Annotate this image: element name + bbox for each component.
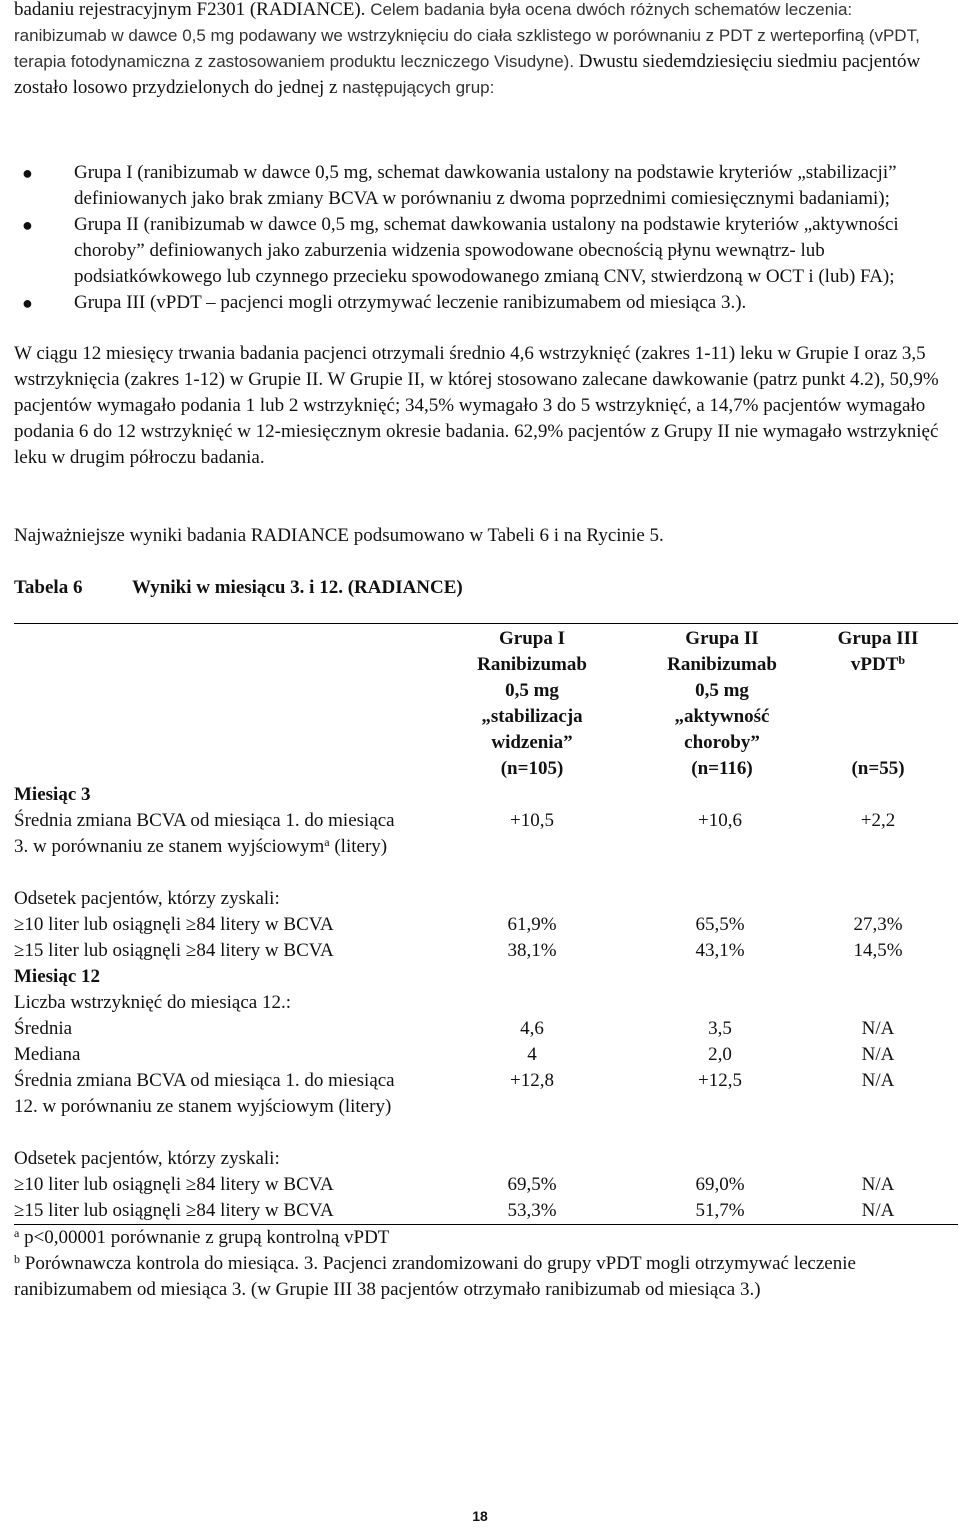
m12-r10-label: ≥10 liter lub osiągnęli ≥84 litery w BCVA bbox=[14, 1174, 334, 1195]
col2-line1: Grupa II bbox=[685, 628, 759, 649]
m12-change-label: Średnia zmiana BCVA od miesiąca 1. do miesiąca 12. w porównaniu ze stanem wyjściowym (litery) bbox=[14, 1070, 395, 1117]
month-3-heading: Miesiąc 3 bbox=[14, 784, 91, 805]
m12-r15-g3: N/A bbox=[861, 1200, 895, 1221]
footnote-b-text: Porównawcza kontrola do miesiąca. 3. Pacjenci zrandomizowani do grupy vPDT mogli otrzymywać leczenie ranibizumabem od miesiąca 3. (w Grupie III 38 pacjentów otrzymało ranibizumab od miesiąca 3.) bbox=[14, 1253, 856, 1300]
page-number: 18 bbox=[472, 1508, 488, 1524]
intro-serif-start: badaniu rejestracyjnym F2301 (RADIANCE). bbox=[14, 0, 371, 20]
m3-r15-g1: 38,1% bbox=[507, 940, 557, 961]
conclusion-paragraph: Najważniejsze wyniki badania RADIANCE podsumowano w Tabeli 6 i na Rycinie 5. bbox=[14, 525, 664, 546]
table-top-rule bbox=[14, 623, 958, 624]
m3-r15-g2: 43,1% bbox=[695, 940, 745, 961]
col1-line1: Grupa I bbox=[499, 628, 565, 649]
column-header-group-1 bbox=[452, 626, 612, 756]
col1-line3: 0,5 mg bbox=[505, 680, 559, 701]
m12-change-g2: +12,5 bbox=[698, 1070, 742, 1091]
list-item bbox=[14, 290, 944, 316]
mean-g2: 3,5 bbox=[708, 1018, 732, 1039]
m3-r10-g3: 27,3% bbox=[853, 914, 903, 935]
intro-paragraph bbox=[14, 0, 944, 101]
col2-line4: „aktywność bbox=[674, 706, 770, 727]
m3-r15-label: ≥15 liter lub osiągnęli ≥84 litery w BCVA bbox=[14, 940, 334, 961]
footnote-a-text: p<0,00001 porównanie z grupą kontrolną vPDT bbox=[19, 1227, 390, 1248]
col2-line3: 0,5 mg bbox=[695, 680, 749, 701]
col3-line1: Grupa III bbox=[837, 628, 919, 649]
bullet-icon: ● bbox=[22, 163, 33, 183]
group-1-text: Grupa I (ranibizumab w dawce 0,5 mg, schemat dawkowania ustalony na podstawie kryteriów „stabilizacji” definiowanych jako brak zmiany BCVA w porównaniu z dwoma poprzednimi comiesięcznymi badaniami); bbox=[74, 162, 897, 209]
m12-r15-g2: 51,7% bbox=[695, 1200, 745, 1221]
footnote-a-mark: a bbox=[14, 1226, 20, 1240]
median-g1: 4 bbox=[527, 1044, 537, 1065]
m3-change-g3: +2,2 bbox=[860, 810, 896, 831]
table-caption bbox=[14, 575, 463, 601]
m12-r15-g1: 53,3% bbox=[507, 1200, 557, 1221]
col3-sup: b bbox=[898, 653, 906, 667]
footnote-b bbox=[14, 1251, 944, 1303]
col3-line2 bbox=[808, 652, 948, 678]
group-list bbox=[14, 160, 944, 316]
summary-paragraph: W ciągu 12 miesięcy trwania badania pacjenci otrzymali średnio 4,6 wstrzyknięć (zakres 1-11) leku w Grupie I oraz 3,5 wstrzyknięcia (zakres 1-12) w Grupie II. W Grupie II, w której stosowano zalecane dawkowanie (patrz punkt 4.2), 50,9% pacjentów wymagało podania 1 lub 2 wstrzyknięć; 34,5% wymagało 3 do 5 wstrzyknięć, a 14,7% pacjentów wymagało podania 6 do 12 wstrzyknięć w 12-miesięcznym okresie badania. 62,9% pacjentów z Grupy II nie wymagało wstrzyknięć leku w drugim półroczu badania. bbox=[14, 343, 939, 468]
m12-r10-g1: 69,5% bbox=[507, 1174, 557, 1195]
m3-r10-label: ≥10 liter lub osiągnęli ≥84 litery w BCVA bbox=[14, 914, 334, 935]
median-g3: N/A bbox=[861, 1044, 895, 1065]
m3-r10-g1: 61,9% bbox=[507, 914, 557, 935]
bullet-icon: ● bbox=[22, 293, 33, 313]
col1-line5: widzenia” bbox=[491, 732, 573, 753]
m12-pct-label: Odsetek pacjentów, którzy zyskali: bbox=[14, 1148, 280, 1169]
list-item bbox=[14, 212, 944, 290]
m3-change-g2: +10,6 bbox=[698, 810, 742, 831]
table-footnotes bbox=[14, 1225, 944, 1303]
group-2-text: Grupa II (ranibizumab w dawce 0,5 mg, schemat dawkowania ustalony na podstawie kryteriów „aktywności choroby” definiowanych jako zaburzenia widzenia spowodowane obecnością płynu wewnątrz- lub podsiatkówkowego lub czynnego przecieku spowodowanego zmianą CNV, stwierdzoną w OCT i (lub) FA); bbox=[74, 214, 899, 287]
m3-change-sup: a bbox=[324, 835, 330, 849]
m3-change-text: Średnia zmiana BCVA od miesiąca 1. do miesiąca 3. w porównaniu ze stanem wyjściowym bbox=[14, 810, 395, 857]
injections-label: Liczba wstrzyknięć do miesiąca 12.: bbox=[14, 992, 291, 1013]
bullet-icon: ● bbox=[22, 215, 33, 235]
col1-line2: Ranibizumab bbox=[477, 654, 587, 675]
footnote-a bbox=[14, 1225, 944, 1251]
col2-line5: choroby” bbox=[684, 732, 760, 753]
n-group-2: (n=116) bbox=[691, 758, 753, 779]
col1-line4: „stabilizacja bbox=[481, 706, 583, 727]
m3-change-g1: +10,5 bbox=[510, 810, 554, 831]
m12-change-g1: +12,8 bbox=[510, 1070, 554, 1091]
col2-line2: Ranibizumab bbox=[667, 654, 777, 675]
n-group-1: (n=105) bbox=[500, 758, 564, 779]
m3-r10-g2: 65,5% bbox=[695, 914, 745, 935]
m12-r10-g2: 69,0% bbox=[695, 1174, 745, 1195]
median-label: Mediana bbox=[14, 1044, 81, 1065]
column-header-group-3 bbox=[808, 626, 948, 678]
m3-pct-label: Odsetek pacjentów, którzy zyskali: bbox=[14, 888, 280, 909]
column-header-group-2 bbox=[642, 626, 802, 756]
month-12-heading: Miesiąc 12 bbox=[14, 966, 101, 987]
mean-g3: N/A bbox=[861, 1018, 895, 1039]
intro-sans-part: Celem badania była ocena dwóch różnych schematów leczenia: ranibizumab w dawce 0,5 mg podawany we wstrzyknięciu do ciała szklistego w porównaniu z PDT z werteporfiną (vPDT, terapia fotodynamiczna z zastosowaniem produktu leczniczego Visudyne). bbox=[14, 0, 920, 71]
list-item bbox=[14, 160, 944, 212]
col3-vpdt: vPDT bbox=[850, 654, 899, 675]
m3-change-unit: (litery) bbox=[329, 836, 388, 857]
m3-r15-g3: 14,5% bbox=[853, 940, 903, 961]
m12-change-g3: N/A bbox=[861, 1070, 895, 1091]
n-group-3: (n=55) bbox=[851, 758, 905, 779]
m12-r10-g3: N/A bbox=[861, 1174, 895, 1195]
m3-change-label bbox=[14, 808, 404, 860]
group-3-text: Grupa III (vPDT – pacjenci mogli otrzymywać leczenie ranibizumabem od miesiąca 3.). bbox=[74, 292, 747, 313]
mean-g1: 4,6 bbox=[520, 1018, 544, 1039]
table-label: Tabela 6 bbox=[14, 577, 83, 598]
intro-serif-tail: Dwustu siedemdziesięciu siedmiu pacjentów zostało losowo przydzielonych do jednej z bbox=[14, 51, 921, 98]
table-title: Wyniki w miesiącu 3. i 12. (RADIANCE) bbox=[132, 577, 463, 598]
median-g2: 2,0 bbox=[708, 1044, 732, 1065]
footnote-b-mark: b bbox=[14, 1252, 20, 1266]
intro-sans-tail: następujących grup: bbox=[342, 78, 495, 97]
mean-label: Średnia bbox=[14, 1018, 73, 1039]
m12-r15-label: ≥15 liter lub osiągnęli ≥84 litery w BCVA bbox=[14, 1200, 334, 1221]
